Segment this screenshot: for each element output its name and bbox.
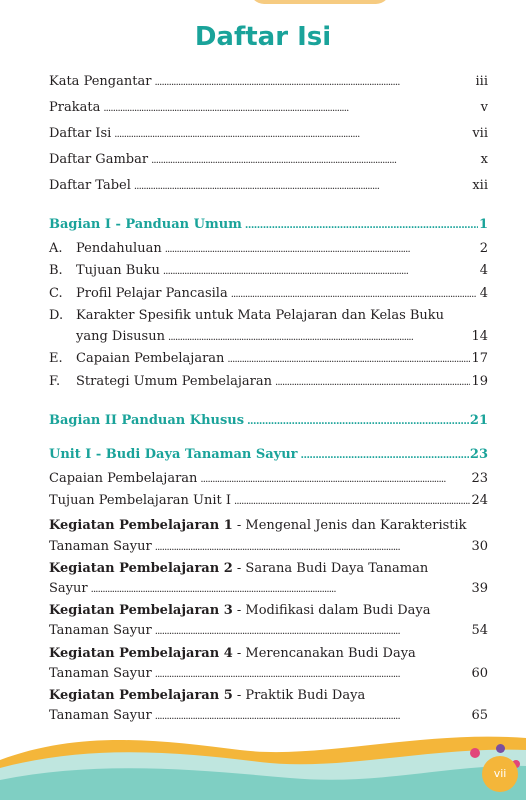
top-decoration (250, 0, 390, 4)
toc-entry-kegiatan-1-line2[interactable] (49, 537, 488, 557)
toc-entry-kegiatan-4-line2[interactable] (49, 664, 488, 684)
toc-label: Daftar Gambar (49, 152, 149, 167)
leader-dots (168, 327, 470, 347)
toc-label: Prakata (49, 100, 101, 115)
toc-entry-kegiatan-1-line1[interactable] (49, 516, 488, 536)
toc-page: vii (472, 126, 488, 141)
toc-label: Daftar Isi (49, 126, 112, 141)
toc-page: 65 (471, 708, 488, 723)
toc-entry-daftar-tabel[interactable] (49, 176, 488, 196)
toc-label: yang Disusun (76, 329, 165, 344)
toc-entry-kata-pengantar[interactable] (49, 72, 488, 92)
bottom-wave-decoration (0, 720, 526, 800)
item-number: C. (49, 286, 63, 301)
toc-label: Tanaman Sayur (49, 666, 152, 681)
toc-page: x (480, 152, 488, 167)
leader-dots (154, 72, 474, 92)
leader-dots (227, 349, 470, 369)
item-number: A. (49, 241, 63, 256)
activity-subtitle: - Mengenal Jenis dan Karakteristik (232, 518, 467, 533)
toc-label: Tujuan Buku (76, 263, 160, 278)
leader-dots (234, 491, 470, 511)
toc-label: Kata Pengantar (49, 74, 152, 89)
toc-label: Profil Pelajar Pancasila (76, 286, 228, 301)
toc-label: Capaian Pembelajaran (76, 351, 225, 366)
activity-title: Kegiatan Pembelajaran 3 (49, 603, 233, 618)
toc-page: 54 (471, 623, 488, 638)
toc-page: 14 (471, 329, 488, 344)
toc-entry-kegiatan-2-line1[interactable] (49, 559, 488, 579)
leader-dots (114, 124, 471, 144)
toc-page: 4 (479, 286, 488, 301)
toc-label: Tanaman Sayur (49, 539, 152, 554)
page-number-badge: vii (482, 756, 518, 792)
toc-entry-karakter-spesifik-line1[interactable] (49, 306, 488, 326)
toc-page: 17 (471, 351, 488, 366)
toc-page: 60 (471, 666, 488, 681)
toc-page: 23 (469, 447, 488, 462)
toc-entry-pendahuluan[interactable] (49, 239, 488, 259)
toc-page: 1 (478, 217, 488, 232)
toc-label: Strategi Umum Pembelajaran (76, 374, 272, 389)
toc-entry-kegiatan-2-line2[interactable] (49, 579, 488, 599)
item-number: D. (49, 308, 64, 323)
toc-entry-capaian[interactable] (49, 349, 488, 369)
toc-page: v (480, 100, 488, 115)
leader-dots (91, 579, 471, 599)
activity-subtitle: - Sarana Budi Daya Tanaman (232, 561, 429, 576)
leader-dots (134, 176, 471, 196)
leader-dots (165, 239, 479, 259)
activity-subtitle: - Praktik Budi Daya (232, 688, 366, 703)
leader-dots (103, 98, 479, 118)
toc-entry-unit-tujuan[interactable] (49, 491, 488, 511)
section-heading: Bagian II Panduan Khusus (49, 413, 245, 428)
leader-dots (155, 664, 471, 684)
toc-heading-bagian-1[interactable] (49, 215, 488, 235)
toc-label: Sayur (49, 581, 88, 596)
leader-dots (155, 537, 471, 557)
leader-dots (155, 621, 471, 641)
toc-page: 21 (469, 413, 488, 428)
toc-page: xii (472, 178, 488, 193)
toc-page: 24 (471, 493, 488, 508)
toc-entry-daftar-isi[interactable] (49, 124, 488, 144)
leader-dots (275, 372, 470, 392)
toc-label: Tujuan Pembelajaran Unit I (49, 493, 232, 508)
toc-page: 19 (471, 374, 488, 389)
toc-entry-kegiatan-4-line1[interactable] (49, 644, 488, 664)
toc-entry-profil-pelajar[interactable] (49, 284, 488, 304)
section-heading: Unit I - Budi Daya Tanaman Sayur (49, 447, 298, 462)
toc-label: Tanaman Sayur (49, 623, 152, 638)
toc-heading-bagian-2[interactable] (49, 411, 488, 431)
activity-title: Kegiatan Pembelajaran 5 (49, 688, 233, 703)
toc-entry-kegiatan-5-line1[interactable] (49, 686, 488, 706)
toc-entry-tujuan-buku[interactable] (49, 261, 488, 281)
toc-page: 30 (471, 539, 488, 554)
leader-dots (163, 261, 479, 281)
leader-dots (245, 215, 478, 235)
decor-dot-purple (496, 744, 505, 753)
activity-subtitle: - Modifikasi dalam Budi Daya (232, 603, 431, 618)
toc-entry-daftar-gambar[interactable] (49, 150, 488, 170)
toc-page: 2 (479, 241, 488, 256)
item-number: F. (49, 374, 61, 389)
toc-label: Daftar Tabel (49, 178, 131, 193)
toc-label: Pendahuluan (76, 241, 162, 256)
item-number: B. (49, 263, 63, 278)
leader-dots (200, 469, 470, 489)
toc-entry-karakter-spesifik-line2[interactable] (49, 327, 488, 347)
section-heading: Bagian I - Panduan Umum (49, 217, 242, 232)
activity-title: Kegiatan Pembelajaran 1 (49, 518, 233, 533)
toc-label: Tanaman Sayur (49, 708, 152, 723)
page-title: Daftar Isi (194, 22, 332, 52)
decor-dot-pink (470, 748, 480, 758)
leader-dots (151, 150, 480, 170)
activity-title: Kegiatan Pembelajaran 4 (49, 646, 233, 661)
toc-entry-unit-capaian[interactable] (49, 469, 488, 489)
leader-dots (301, 445, 469, 465)
toc-entry-kegiatan-3-line1[interactable] (49, 601, 488, 621)
toc-page: iii (475, 74, 488, 89)
toc-label: Capaian Pembelajaran (49, 471, 198, 486)
toc-page: 23 (471, 471, 488, 486)
activity-subtitle: - Merencanakan Budi Daya (232, 646, 416, 661)
toc-entry-strategi[interactable] (49, 372, 488, 392)
item-number: E. (49, 351, 63, 366)
toc-page: 39 (471, 581, 488, 596)
toc-heading-unit-1[interactable] (49, 445, 488, 465)
leader-dots (247, 411, 469, 431)
toc-entry-prakata[interactable] (49, 98, 488, 118)
toc-label: Karakter Spesifik untuk Mata Pelajaran dan Kelas Buku (76, 308, 445, 323)
leader-dots (231, 284, 479, 304)
toc-page: 4 (479, 263, 488, 278)
toc-entry-kegiatan-3-line2[interactable] (49, 621, 488, 641)
activity-title: Kegiatan Pembelajaran 2 (49, 561, 233, 576)
